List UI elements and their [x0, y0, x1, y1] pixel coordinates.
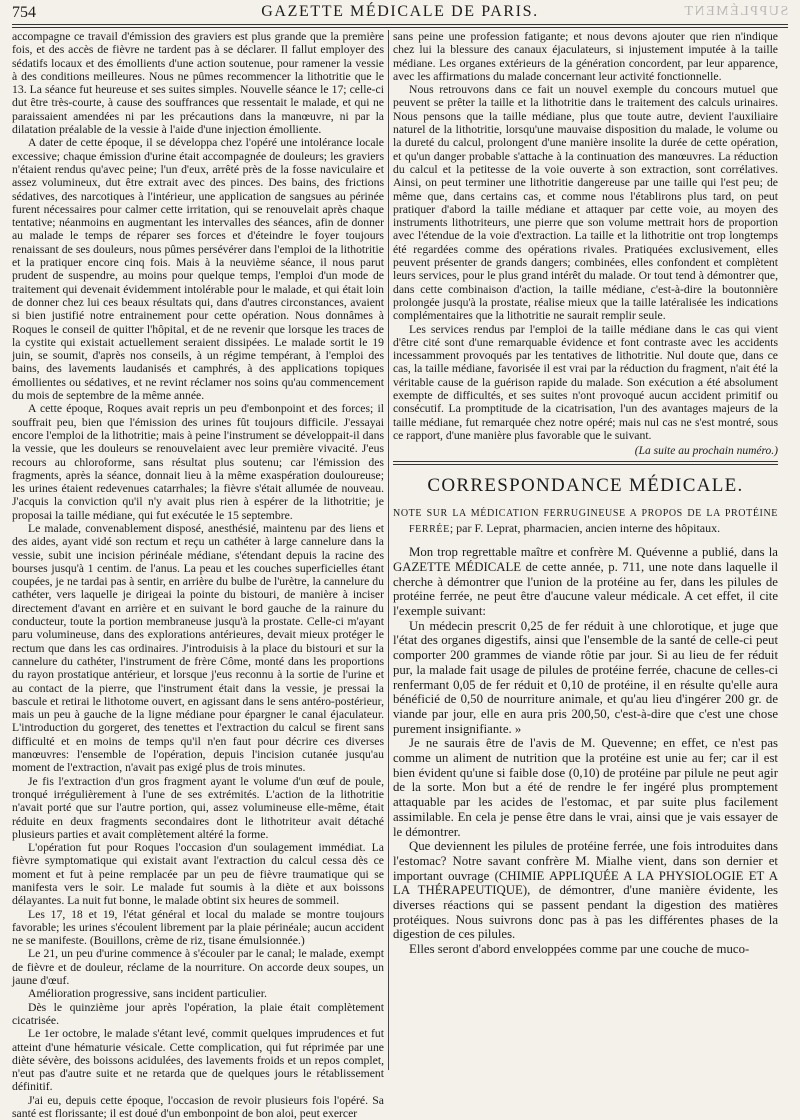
paragraph: sans peine une profession fatigante; et nous devons ajouter que rien n'indique chez lui la blessure des canaux éjaculateurs, si injustement imputée à la taille médiane. Les organes extérieurs de la génération concordent, par leur apparence, avec les affirmations du malade concernant leur activité fonctionnelle. — [393, 30, 778, 83]
journal-title: GAZETTE MÉDICALE DE PARIS. — [261, 3, 539, 20]
right-column — [393, 30, 778, 957]
article-subtitle — [393, 505, 778, 537]
paragraph: A cette époque, Roques avait repris un peu d'embonpoint et des forces; il souffrait peu, bien que l'émission des urines fût toujours difficile. J'essayai encore l'emploi de la lithotritie; mais à peine l'instrument se développait-il dans la vessie, que les douleurs se renouvelaient avec leur première vivacité. J'eus recours au chloroforme, sans résultat plus soutenu; car l'émission des fragments, après la séance, donnait lieu à la même exaspération douloureuse; les urines étaient redevenues catarrhales; la fièvre s'était allumée de nouveau. J'acquis la conviction qu'il n'y avait plus rien à espérer de la lithotritie; je proposai la taille médiane, qui fut exécutée le 15 septembre. — [12, 402, 384, 522]
article-byline: ; par F. Leprat, pharmacien, ancien interne des hôpitaux. — [449, 521, 721, 536]
paragraph: Les services rendus par l'emploi de la taille médiane dans le cas qui vient d'être cité sont d'une remarquable évidence et font contraste avec les accidents incessamment provoqués par les tentatives de lithotritie. Nul doute que, dans ce cas, la taille médiane, favorisée il est vrai par la réduction du fragment, n'ait été la véritable cause de la guérison rapide du malade. Son exécution a été absolument exempte de difficultés, et ses suites n'ont provoqué aucun accident primitif ou consécutif. La promptitude de la cicatrisation, l'un des avantages majeurs de la taille médiane, fut remarquée chez notre opéré; mais nul cas ne s'est montré, sous ce rapport, d'une manière plus favorable que le suivant. — [393, 322, 778, 442]
paragraph: accompagne ce travail d'émission des graviers est plus grande que la première fois, et des accès de fièvre ne tardent pas à se déclarer. Il fallut employer des sédatifs locaux et des émollients d'une action soutenue, pour ramener la vessie à des conditions meilleures. Nous ne pûmes recommencer la lithotritie que le 13. La séance fut heureuse et ses suites simples. Nouvelle séance le 17; celle-ci dut être très-courte, à cause des souffrances que ressentait le malade, et qui ne paraissaient amendées ni par les précautions dans la manœuvre, ni par la dilatation préalable de la vessie à l'aide d'une injection émolliente. — [12, 30, 384, 137]
paragraph: Nous retrouvons dans ce fait un nouvel exemple du concours mutuel que peuvent se prêter la taille et la lithotritie dans le traitement des calculs urinaires. Nous pensons que la taille médiane, plus que toute autre, devient l'auxiliaire naturel de la lithotritie, lorsqu'une mauvaise disposition du malade, le volume ou la dureté du calcul, prolongent d'une manière insolite la durée de cette opération, et qu'un danger probable s'attache à la continuation des manœuvres. La réduction du calcul et la petitesse de la voie ouverte à son extraction, sont corrélatives. Ainsi, on peut terminer une lithotritie dangereuse par une taille qui l'est peu; de même que, dans certains cas, et comme nous l'établirons plus tard, on peut pratiquer d'abord la taille médiane et attaquer par cette voie, au moyen des instruments lithotriteurs, une pierre que son volume mettrait hors de proportion avec l'étendue de la voie d'extraction. La taille et la lithotritie ont trop longtemps été regardées comme des opérations rivales. Pratiquées exclusivement, elles peuvent présenter de grands dangers; combinées, elles confondent et complètent leurs services, pour le plus grand intérêt du malade. Or tout tend à démontrer que, dans cette combinaison d'action, la taille médiane, c'est-à-dire la boutonnière prolongée jusqu'à la prostate, réalise mieux que la taille latéralisée les indications complémentaires que la lithotritie ne saurait remplir seule. — [393, 83, 778, 323]
paragraph: L'opération fut pour Roques l'occasion d'un soulagement immédiat. La fièvre symptomatique qui existait avant l'extraction du calcul cessa dès ce moment et fut à peine remplacée par un peu de fièvre traumatique qui se manifesta vers le soir. Le malade fut soumis à la diète et aux boissons délayantes. La nuit fut bonne, le malade obtint six heures de sommeil. — [12, 841, 384, 908]
paragraph: Je fis l'extraction d'un gros fragment ayant le volume d'un œuf de poule, tronqué irrégulièrement à l'une de ses extrémités. L'action de la lithotritie n'avait porté que sur l'autre portion, qui, assez volumineuse elle-même, était réduite en deux fragments secondaires dont le lithotriteur avait détaché plusieurs parties et avait complètement altéré la forme. — [12, 774, 384, 841]
section-title: CORRESPONDANCE MÉDICALE. — [427, 475, 744, 497]
page-number: 754 — [12, 4, 36, 21]
paragraph: Je ne saurais être de l'avis de M. Quevenne; en effet, ce n'est pas comme un aliment de nutrition que la protéine est unie au fer; car il est bien évident qu'une si faible dose (0,10) de protéine par pilule ne peut agir de la sorte. Mon but a été de rendre le fer ingéré plus promptement attaquable par les acides de l'estomac, et par suite plus facilement assimilable. En cela je pense être dans le vrai, ainsi que je vais essayer de le démontrer. — [393, 736, 778, 839]
paragraph: Dès le quinzième jour après l'opération, la plaie était complètement cicatrisée. — [12, 1000, 384, 1027]
paragraph: Un médecin prescrit 0,25 de fer réduit à une chlorotique, et juge que l'état des organes digestifs, ainsi que l'ensemble de la santé de celle-ci peut comporter 200 grammes de viande rôtie par jour. Si au lieu de fer réduit pur, la malade fait usage de pilules de protéine ferrée, chacune de celles-ci renfermant 0,05 de fer réduit et 0,10 de protéine, il en résulte qu'elle aura bénéficié de 0,50 de nourriture animale, et qu'au lieu d'ingérer 200 gr. de viande par jour, elle en aura pris 200,50, c'est-à-dire que c'est une chose purement insignifiante. » — [393, 618, 778, 736]
article-subtitle-caps: NOTE SUR LA MÉDICATION FERRUGINEUSE A PROPOS DE LA PROTÉINE FERRÉE — [393, 508, 778, 536]
continuation-note: (La suite au prochain numéro.) — [634, 445, 778, 458]
paragraph: Amélioration progressive, sans incident particulier. — [28, 987, 267, 1001]
paragraph: Que deviennent les pilules de protéine ferrée, une fois introduites dans l'estomac? Notre savant confrère M. Mialhe vient, dans son dernier et important ouvrage (CHIMIE APPLIQUÉE A LA PHYSIOLOGIE ET A LA THÉRAPEUTIQUE), de démontrer, d'une manière évidente, les diverses réactions qui se passent pendant la digestion des matières protéiques. Nous suivrons donc pas à pas les différentes phases de la digestion de ces pilules. — [393, 839, 778, 942]
page-header — [12, 0, 788, 24]
paragraph: Les 17, 18 et 19, l'état général et local du malade se montre toujours favorable; les urines s'écoulent librement par la plaie périnéale; aucun accident ne se manifeste. (Bouillons, crème de riz, tisane émulsionnée.) — [12, 907, 384, 948]
show-through-text: SUPPLÉMENT — [682, 4, 788, 19]
paragraph: Le 1er octobre, le malade s'étant levé, commit quelques imprudences et fut atteint d'une hématurie vésicale. Cette complication, qui fut réprimée par une diète sévère, des boissons acidulées, des lavements froids et un repos complet, n'eut pas d'autre suite et ne retarda que de quelques jours le rétablissement définitif. — [12, 1027, 384, 1094]
column-divider — [388, 30, 389, 1070]
article-body — [393, 545, 778, 957]
paragraph: J'ai eu, depuis cette époque, l'occasion de revoir plusieurs fois l'opéré. Sa santé est florissante; il est doué d'un embonpoint de bon aloi, peut exercer — [12, 1093, 384, 1120]
paragraph: Le malade, convenablement disposé, anesthésié, maintenu par des liens et des aides, ayant vidé son rectum et reçu un cathéter à large cannelure dans la vessie, subit une incision périnéale médiane, s'étendant depuis la racine des bourses jusqu'à 1 centim. de l'anus. La peau et les couches superficielles étant coupées, je ne tardai pas à sentir, en arrière du bulbe de l'urètre, la cannelure du cathéter, vers laquelle je dirigeai la pointe du bistouri, de manière à inciser directement d'avant en arrière et en suivant le bord gauche de la rainure du conducteur, toute la portion membraneuse jusqu'à la prostate. Celle-ci m'ayant paru volumineuse, dans des explorations antérieures, devait mieux protéger le rectum que dans les cas ordinaires. J'introduisis à la place du bistouri et sur la cannelure du cathéter, l'instrument de frère Côme, monté dans les proportions du rayon prostatique antérieur, et lorsque j'eus reconnu à la sortie de l'urine et au contact de la pierre, que l'instrument était dans la vessie, je pressai la bascule et retirai le lithotome ouvert, en agissant dans le sens antéro-postérieur, mais un peu à gauche de la ligne médiane pour épargner le canal éjaculateur. L'introduction du gorgeret, des tenettes et l'extraction du calcul se firent sans difficulté et en moins de temps qu'il n'en faut pour décrire ces diverses manœuvres: l'ensemble de l'opération, depuis l'incision cutanée jusqu'au moment de l'extraction, n'avait pas exigé plus de trois minutes. — [12, 521, 384, 775]
paragraph: A dater de cette époque, il se développa chez l'opéré une intolérance locale excessive; chaque émission d'urine était accompagnée de douleurs; les graviers n'étaient rendus qu'avec peine; l'un d'eux, arrêté près de la fosse naviculaire et assez volumineux, dut être extrait avec des pinces. Des bains, des frictions sédatives, des narcotiques à l'intérieur, une application de sangsues au périnée furent nécessaires pour calmer cette irritation, qui se renouvelait après chaque tentative; néanmoins en augmentant les intervalles des séances, afin de donner au malade le temps de réparer ses forces et d'éteindre le foyer toujours renaissant de ses douleurs, nous pûmes persévérer dans l'emploi de la lithotritie et la pratiquer encore cinq fois. Mais à la neuvième séance, il nous parut prudent de suspendre, au moins pour quelque temps, l'emploi d'un mode de traitement qui devenait évidemment intolérable pour le malade, et qui était loin de donner chez lui ces beaux résultats qui, dans d'autres circonstances, avaient si bien justifié notre entrainement pour cette opération. Nous donnâmes à Roques le conseil de quitter l'hôpital, et de ne revenir que lorsque les traces de la cystite qui existait actuellement seraient dissipées. Le malade sortit le 19 juin, se soumit, d'après nos conseils, à un régime tempérant, à l'emploi des bains, des lavements laudanisés et camphrés, à des applications topiques émollientes ou sédatives, et ne revint réclamer nos soins qu'au commencement du mois de septembre de la même année. — [12, 136, 384, 403]
paragraph: Le 21, un peu d'urine commence à s'écouler par le canal; le malade, exempt de fièvre et de douleur, réclame de la nourriture. On accorde deux soupes, un jaune d'œuf. — [12, 947, 384, 988]
left-column — [12, 30, 384, 1120]
header-rule — [12, 24, 788, 28]
paragraph: Mon trop regrettable maître et confrère M. Quévenne a publié, dans la GAZETTE MÉDICALE de cette année, p. 711, une note dans laquelle il cherche à démontrer que l'union de la protéine au fer, dans les pilules de protéine ferrée, ne peut être d'aucune valeur médicale. A cet effet, il cite l'exemple suivant: — [393, 545, 778, 619]
paragraph: Elles seront d'abord enveloppées comme par une couche de muco- — [409, 942, 750, 957]
section-rule — [393, 461, 778, 465]
